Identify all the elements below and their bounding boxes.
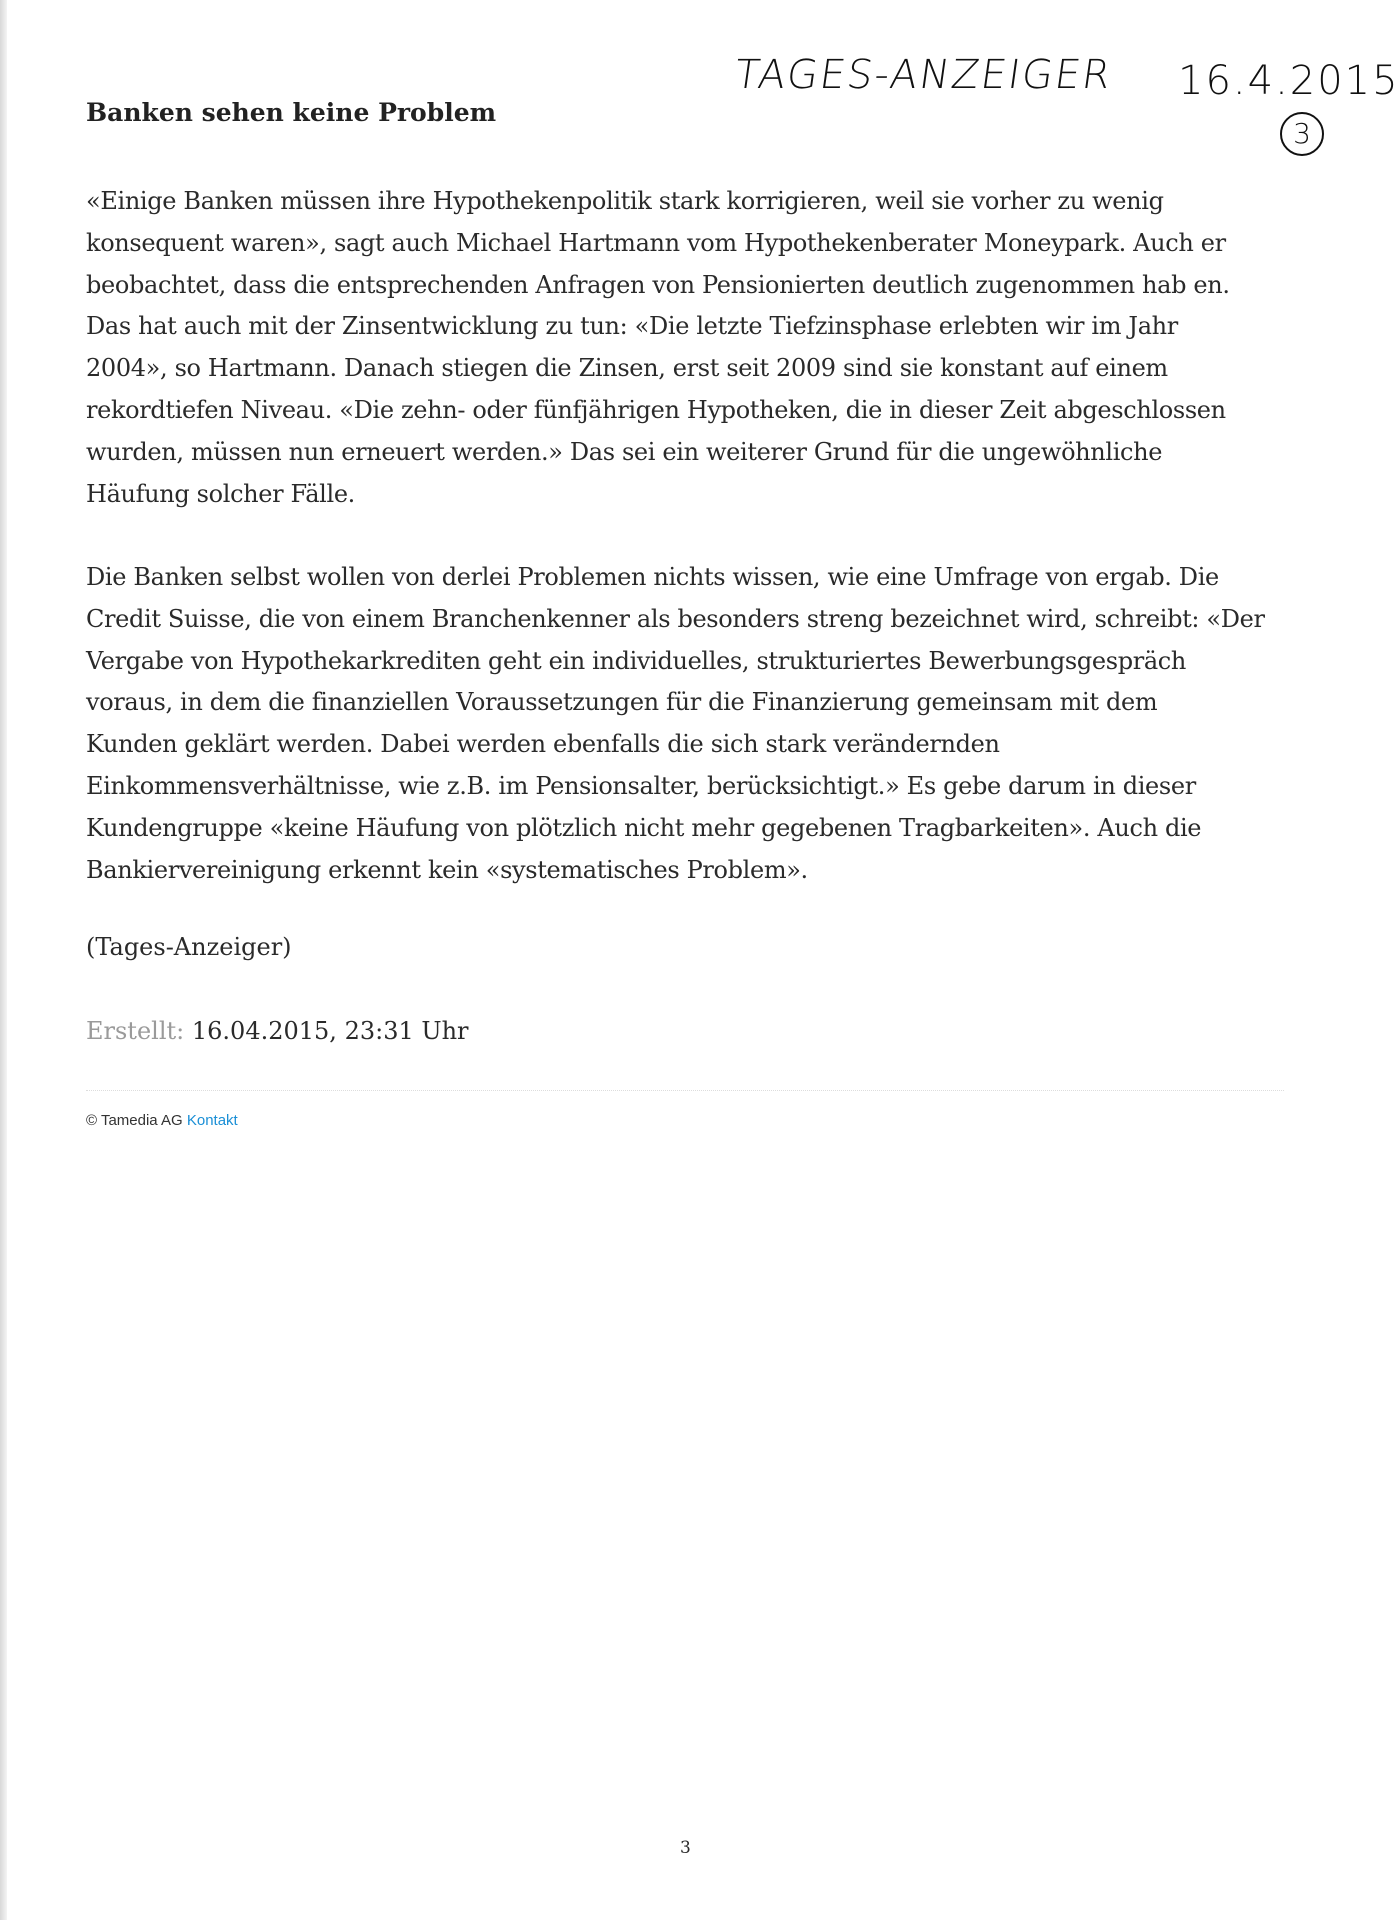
text-line: Kundengruppe «keine Häufung von plötzlich nicht mehr gegebenen Tragbarkeiten». Auch die [86, 813, 1202, 842]
text-line: 2004», so Hartmann. Danach stiegen die Zinsen, erst seit 2009 sind sie konstant auf einem [86, 354, 1168, 383]
copyright-text: © Tamedia AG [86, 1112, 183, 1129]
text-line: beobachtet, dass die entsprechenden Anfragen von Pensionierten deutlich zugenommen hab en. [86, 270, 1230, 299]
text-line: konsequent waren», sagt auch Michael Hartmann vom Hypothekenberater Moneypark. Auch er [86, 228, 1226, 257]
article-source: (Tages-Anzeiger) [86, 933, 292, 961]
text-line: Einkommensverhältnisse, wie z.B. im Pensionsalter, berücksichtigt.» Es gebe darum in dieser [86, 771, 1196, 800]
section-heading: Banken sehen keine Problem [86, 98, 497, 127]
text-line: wurden, müssen nun erneuert werden.» Das sei ein weiterer Grund für die ungewöhnliche [86, 437, 1163, 466]
scan-edge [0, 0, 7, 1920]
handwritten-date-note: 16.4.2015 [1178, 58, 1400, 104]
text-line: rekordtiefen Niveau. «Die zehn- oder fünfjährigen Hypotheken, die in dieser Zeit abgeschlossen [86, 395, 1226, 424]
page-number: 3 [680, 1838, 691, 1858]
text-line: Das hat auch mit der Zinsentwicklung zu tun: «Die letzte Tiefzinsphase erlebten wir im Jahr [86, 312, 1178, 341]
created-timestamp [86, 1017, 469, 1045]
text-line: Credit Suisse, die von einem Branchenkenner als besonders streng bezeichnet wird, schreibt: «Der [86, 604, 1265, 633]
text-line: Die Banken selbst wollen von derlei Problemen nichts wissen, wie eine Umfrage von ergab. Die [86, 563, 1219, 591]
handwritten-source-note: TAGES-ANZEIGER [731, 52, 1116, 98]
footer-divider [86, 1090, 1284, 1091]
text-line: Vergabe von Hypothekarkrediten geht ein individuelles, strukturiertes Bewerbungsgespräch [86, 646, 1187, 675]
handwritten-page-circle: 3 [1280, 112, 1324, 156]
text-line: Kunden geklärt werden. Dabei werden ebenfalls die sich stark verändernden [86, 730, 1000, 759]
text-line: «Einige Banken müssen ihre Hypothekenpolitik stark korrigieren, weil sie vorher zu wenig [86, 187, 1164, 215]
footer [86, 1112, 238, 1129]
created-value: 16.04.2015, 23:31 Uhr [191, 1017, 469, 1045]
paragraph-2 [86, 557, 1265, 891]
text-line: Häufung solcher Fälle. [86, 479, 355, 508]
text-line: voraus, in dem die finanziellen Voraussetzungen für die Finanzierung gemeinsam mit dem [86, 688, 1158, 717]
paragraph-1 [86, 181, 1230, 515]
text-line: Bankiervereinigung erkennt kein «systematisches Problem». [86, 855, 808, 884]
contact-link[interactable]: Kontakt [186, 1112, 238, 1129]
created-label: Erstellt: [86, 1017, 185, 1045]
